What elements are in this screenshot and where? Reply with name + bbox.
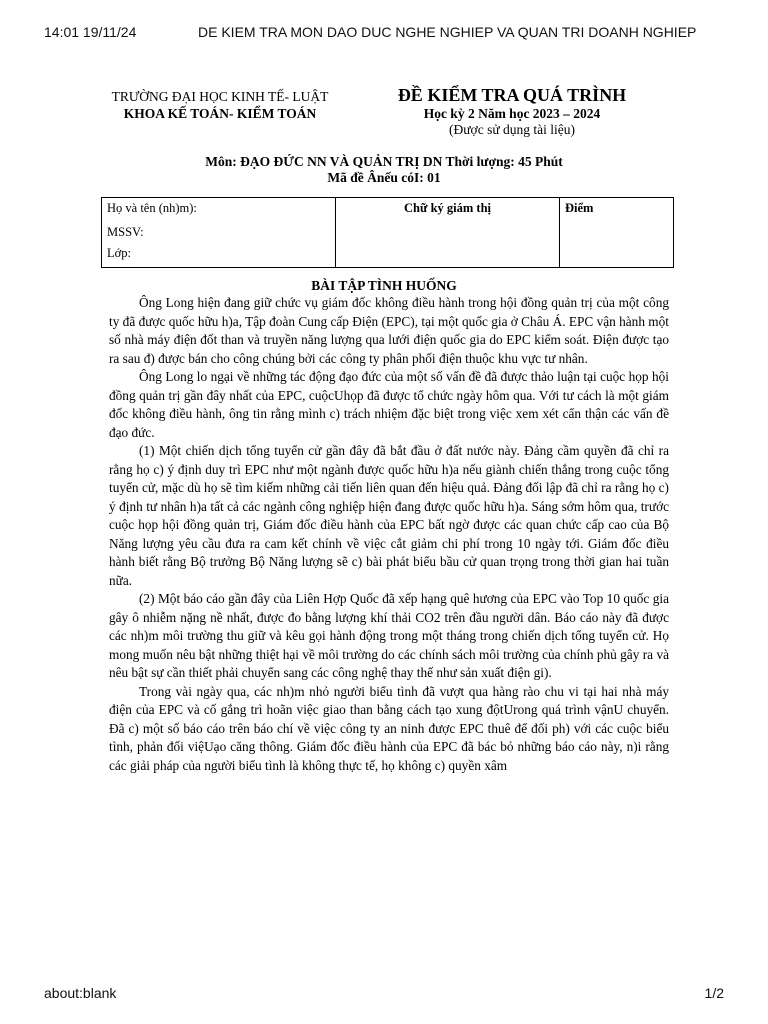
student-info-table xyxy=(101,197,674,268)
print-url: about:blank xyxy=(44,985,117,1001)
print-footer xyxy=(0,985,768,1005)
score-cell: Điểm xyxy=(560,198,674,268)
class-label: Lớp: xyxy=(107,246,131,260)
signature-cell: Chữ ký giám thị xyxy=(336,198,560,268)
exam-code: Mã đề Ânếu cóI: 01 xyxy=(327,170,441,185)
department-name: KHOA KẾ TOÁN- KIỂM TOÁN xyxy=(123,106,317,121)
print-document-title: DE KIEM TRA MON DAO DUC NGHE NGHIEP VA QUAN TRI DOANH NGHIEP xyxy=(198,24,697,40)
student-info-cell xyxy=(102,198,336,268)
school-block xyxy=(100,88,340,122)
exam-term: Học kỳ 2 Năm học 2023 – 2024 xyxy=(423,106,601,121)
exam-title: ĐỀ KIỂM TRA QUÁ TRÌNH xyxy=(397,85,627,105)
page-number: 1/2 xyxy=(704,985,724,1001)
paragraph: Trong vài ngày qua, các nh)m nhỏ người biểu tình đã vượt qua hàng rào chu vi tại hai nhà máy điện của EPC và cố gắng trì hoãn việc giao than bằng cách tạo xung độtUrong quá trình vậnU chuyển. Đã c) một số báo cáo trên báo chí về việc công ty an ninh được EPC thuê để đối ph) với các cuộc biểu tình, phản đối việUạo căng thông. Giám đốc điều hành của EPC đã bác bỏ những báo cáo này, n)i rằng các giải pháp của người biểu tình là không thực tế, họ không c) quyền xâm xyxy=(109,683,669,773)
paragraph: (2) Một báo cáo gần đây của Liên Hợp Quốc đã xếp hạng quê hương của EPC vào Top 10 quốc gia gây ô nhiễm nặng nề nhất, được đo bằng lượng khí thải CO2 trên đầu người dân. Báo cáo này đã được các nh)m môi trường thu giữ và kêu gọi hành động trong một tháng trong chiến dịch tổng tuyển cử. Họ mong muốn nêu bật những thiệt hại về môi trường do các chính sách môi trường của chính phủ gây ra và nêu bật sự cần thiết phải chuyển sang các công nghệ thay thế như sản xuất điện gi). xyxy=(109,591,669,680)
section-title: BÀI TẬP TÌNH HUỐNG xyxy=(311,278,457,293)
school-name: TRƯỜNG ĐẠI HỌC KINH TẾ- LUẬT xyxy=(111,89,329,104)
exam-header xyxy=(382,84,642,138)
exam-note: (Được sử dụng tài liệu) xyxy=(449,122,575,137)
case-study-body xyxy=(109,294,669,775)
paragraph: Ông Long hiện đang giữ chức vụ giám đốc không điều hành trong hội đồng quản trị của một công ty đã được quốc hữu h)a, Tập đoàn Cung cấp Điện (EPC), tại một quốc gia ở Châu Á. EPC vận hành một số nhà máy điện đốt than và truyền năng lượng qua lưới điện quốc gia do EPC kiểm soát. Điện được tạo ra sau đ) được bán cho công chúng bởi các công ty phân phối điện thuộc khu vực tư nhân. xyxy=(109,295,669,366)
name-label: Họ và tên (nh)m): xyxy=(107,201,197,215)
student-id-label: MSSV: xyxy=(107,225,144,239)
print-header xyxy=(0,24,768,44)
paragraph: Ông Long lo ngại về những tác động đạo đức của một số vấn đề đã được thảo luận tại cuộc họp hội đồng quản trị gần đây nhất của EPC, cuộcUhọp đã được tổ chức ngày hôm qua. Với tư cách là một giám đốc không điều hành, ông tin rằng mình c) trách nhiệm đặc biệt trong việc xem xét cẩn thận các vấn đề đạo đức. xyxy=(109,369,669,440)
subject-block xyxy=(60,154,708,186)
print-datetime: 14:01 19/11/24 xyxy=(44,24,137,40)
paragraph: (1) Một chiến dịch tổng tuyển cử gần đây đã bắt đầu ở đất nước này. Đảng cầm quyền đã chỉ ra rằng họ c) ý định duy trì EPC như một ngành được quốc hữu h)a nếu giành chiến thắng trong cuộc tổng tuyển cử, mặc dù họ sẽ tìm kiếm những cải tiến liên quan đến hiệu quả. Đảng đối lập đã chỉ ra rằng họ c) ý định tư nhân h)a tất cả các ngành công nghiệp hiện đang được quốc hữu h)a. Sáng sớm hôm qua, trước cuộc họp hội đồng quản trị, Giám đốc điều hành của EPC bất ngờ được các quan chức cấp cao của Bộ Năng lượng yêu cầu đưa ra cam kết chính về việc cắt giảm chi phí trong 10 ngày tới. Giám đốc điều hành biết rằng Bộ trưởng Bộ Năng lượng sẽ c) bài phát biểu bầu cử quan trọng trong thời gian hai tuần nữa. xyxy=(109,443,669,588)
subject-line: Môn: ĐẠO ĐỨC NN VÀ QUẢN TRỊ DN Thời lượng: 45 Phút xyxy=(205,154,563,169)
